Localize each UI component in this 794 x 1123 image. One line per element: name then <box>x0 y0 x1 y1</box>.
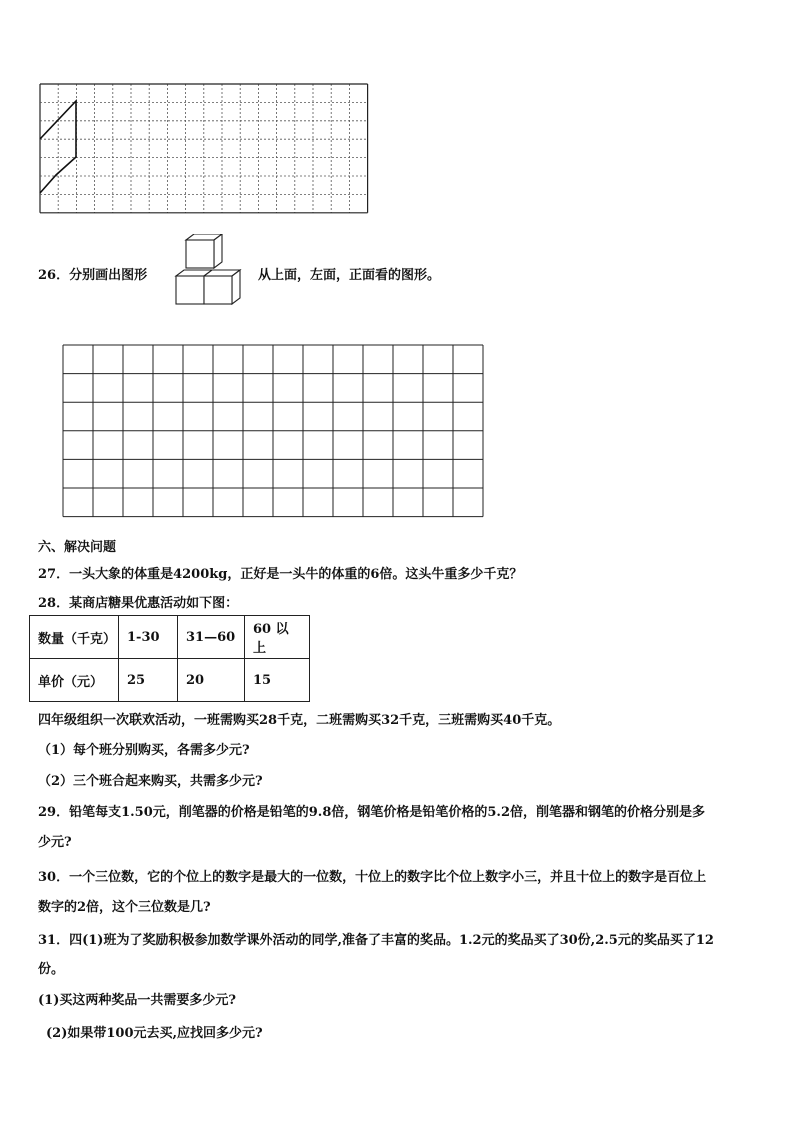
table-row-header: 单价（元） <box>30 659 119 702</box>
q31-sub1: (1)买这两种奖品一共需要多少元? <box>38 993 236 1008</box>
price-table <box>29 615 310 702</box>
q28-sub2: （2）三个班合起来购买，共需多少元? <box>38 774 263 789</box>
table-cell: 15 <box>245 659 310 702</box>
q31-sub2: (2)如果带100元去买,应找回多少元? <box>46 1026 263 1041</box>
section-heading: 六、解决问题 <box>38 540 117 555</box>
drawn-shape-outline <box>40 101 76 193</box>
table-cell: 25 <box>119 659 178 702</box>
top-drawing-grid <box>38 83 370 215</box>
q31-line1: 31．四(1)班为了奖励积极参加数学课外活动的同学,准备了丰富的奖品。1.2元的奖品买了30份,2.5元的奖品买了12 <box>38 933 714 948</box>
table-row <box>30 616 310 659</box>
answer-grid <box>62 344 484 518</box>
q27-text: 27．一头大象的体重是4200kg，正好是一头牛的体重的6倍。这头牛重多少千克？ <box>38 567 523 582</box>
q29-line1: 29．铅笔每支1.50元，削笔器的价格是铅笔的9.8倍，钢笔价格是铅笔价格的5.2倍，削笔器和钢笔的价格分别是多 <box>38 805 705 820</box>
table-row-header: 数量（千克） <box>30 616 119 659</box>
table-cell: 31—60 <box>178 616 245 659</box>
q28-intro: 28．某商店糖果优惠活动如下图： <box>38 596 239 611</box>
q28-context: 四年级组织一次联欢活动，一班需购买28千克，二班需购买32千克，三班需购买40千克。 <box>38 713 561 728</box>
q30-line2: 数字的2倍，这个三位数是几? <box>38 900 211 915</box>
q26-text-before: 26．分别画出图形 <box>38 268 148 283</box>
table-cell: 60 以上 <box>245 616 310 659</box>
q26-text-after: 从上面，左面，正面看的图形。 <box>258 268 441 283</box>
table-cell: 20 <box>178 659 245 702</box>
table-cell: 1-30 <box>119 616 178 659</box>
q30-line1: 30．一个三位数，它的个位上的数字是最大的一位数，十位上的数字比个位上数字小三，并且十位上的数字是百位上 <box>38 870 707 885</box>
cube-stack-figure <box>174 234 244 308</box>
q29-line2: 少元? <box>38 835 72 850</box>
q31-line2: 份。 <box>38 962 65 977</box>
table-row <box>30 659 310 702</box>
q28-sub1: （1）每个班分别购买，各需多少元? <box>38 743 250 758</box>
